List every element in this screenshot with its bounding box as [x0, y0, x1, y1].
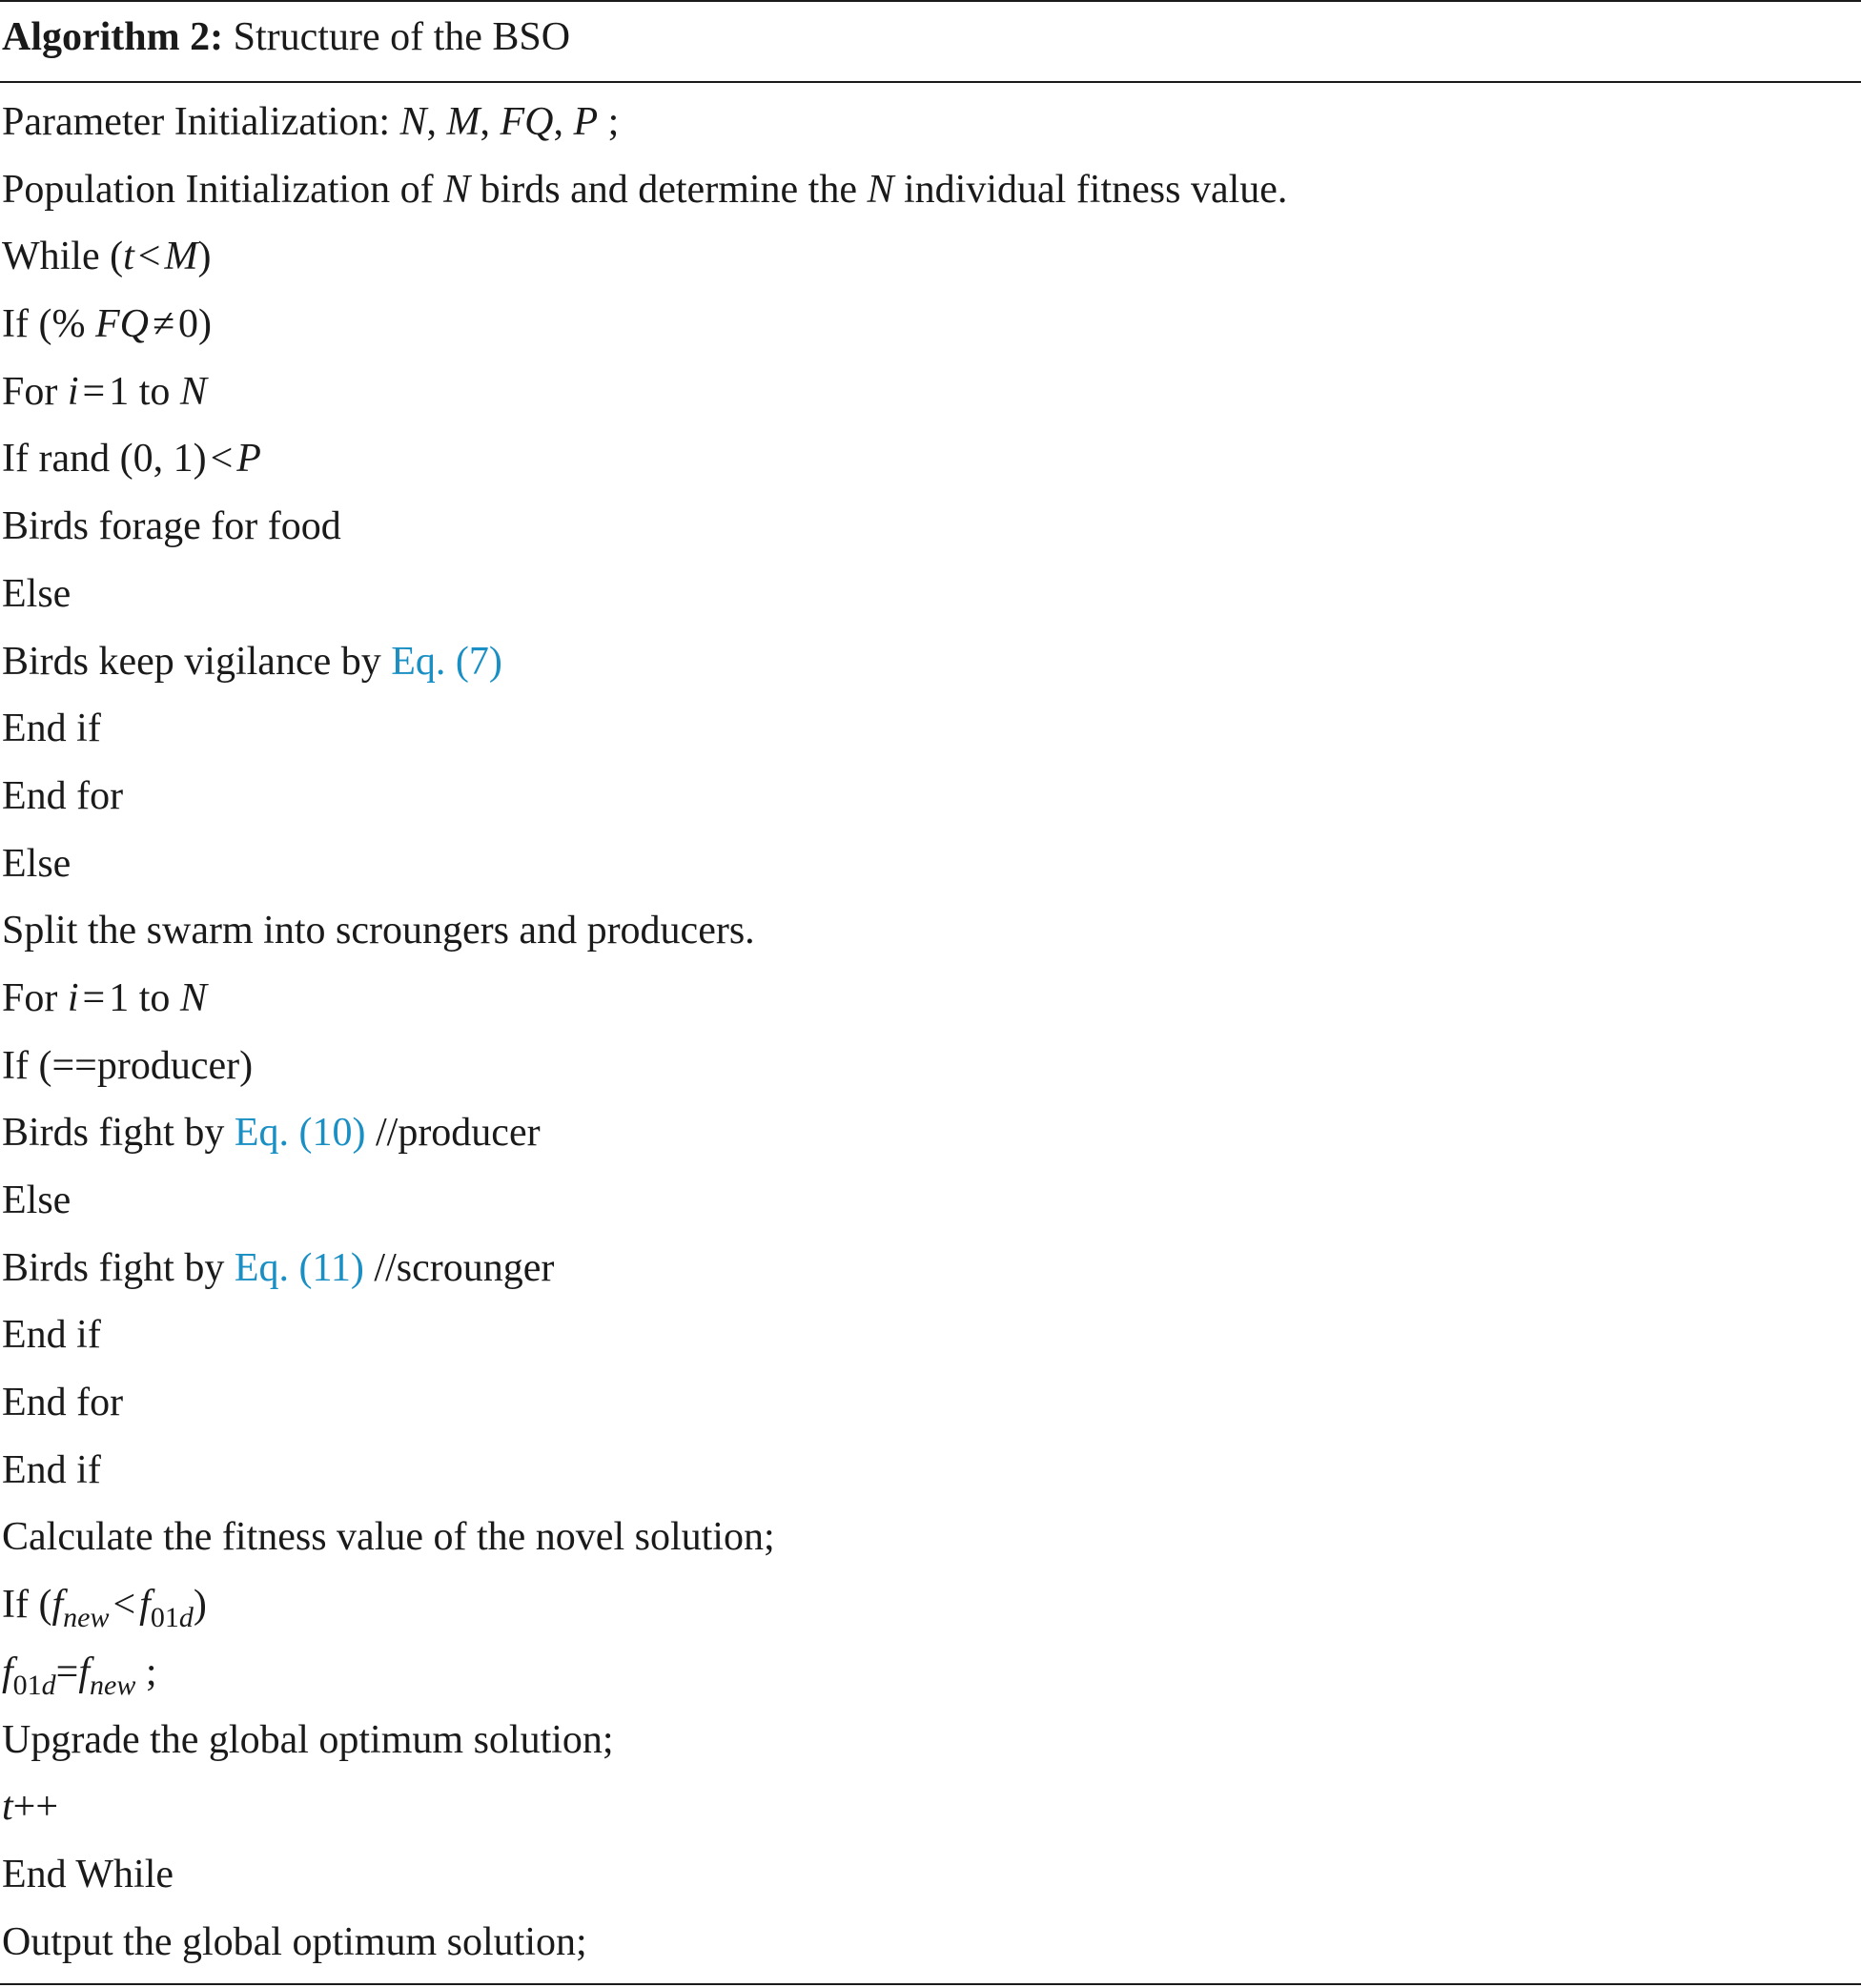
equation-10-link[interactable]: Eq. (10) [234, 1111, 366, 1156]
algorithm-line-18: Birds fight by Eq. (11) //scrounger [2, 1245, 555, 1290]
bottom-rule [0, 1983, 1861, 1985]
algorithm-line-20: End for [2, 1381, 124, 1425]
algorithm-line-9: Birds keep vigilance by Eq. (7) [2, 639, 502, 684]
equation-7-link[interactable]: Eq. (7) [391, 639, 502, 684]
algorithm-line-28: Output the global optimum solution; [2, 1919, 587, 1964]
algorithm-line-13: Split the swarm into scroungers and producers. [2, 909, 755, 953]
algorithm-line-3: While (t<M) [2, 235, 212, 279]
algorithm-line-15: If (==producer) [2, 1043, 254, 1088]
algorithm-line-27: End While [2, 1852, 174, 1896]
algorithm-line-12: Else [2, 841, 72, 886]
algorithm-line-24: $f_{01d}=f_{new}$ ; [2, 1650, 157, 1701]
algorithm-line-21: End if [2, 1447, 101, 1492]
algorithm-line-7: Birds forage for food [2, 504, 341, 549]
algorithm-title: Structure of the BSO [233, 15, 571, 59]
algorithm-line-22: Calculate the fitness value of the novel solution; [2, 1515, 775, 1560]
algorithm-line-1: Parameter Initialization: N, M, FQ, P ; [2, 100, 620, 144]
algorithm-line-11: End for [2, 773, 124, 818]
algorithm-line-8: Else [2, 571, 72, 616]
algorithm-line-25: Upgrade the global optimum solution; [2, 1717, 614, 1762]
algorithm-line-4: If (% FQ≠0) [2, 302, 213, 347]
algorithm-line-10: End if [2, 707, 101, 751]
algorithm-line-16: Birds fight by Eq. (10) //producer [2, 1111, 541, 1156]
header-rule [0, 81, 1861, 83]
algorithm-body [2, 95, 1859, 1982]
algorithm-line-2: Population Initialization of N birds and determine the N individual fitness value. [2, 167, 1288, 212]
algorithm-line-14: For i=1 to N [2, 975, 207, 1020]
algorithm-line-17: Else [2, 1178, 72, 1222]
algorithm-line-26: t++ [2, 1785, 59, 1830]
equation-11-link[interactable]: Eq. (11) [234, 1245, 364, 1290]
algorithm-line-5: For i=1 to N [2, 369, 207, 414]
algorithm-line-19: End if [2, 1313, 101, 1358]
algorithm-header [2, 13, 570, 61]
algorithm-line-6: If rand (0, 1)<P [2, 437, 261, 482]
algorithm-label: Algorithm 2: [2, 15, 224, 59]
algorithm-line-23: If $(f_{new}<f_{01d})$ [2, 1583, 207, 1634]
top-rule [0, 0, 1861, 2]
